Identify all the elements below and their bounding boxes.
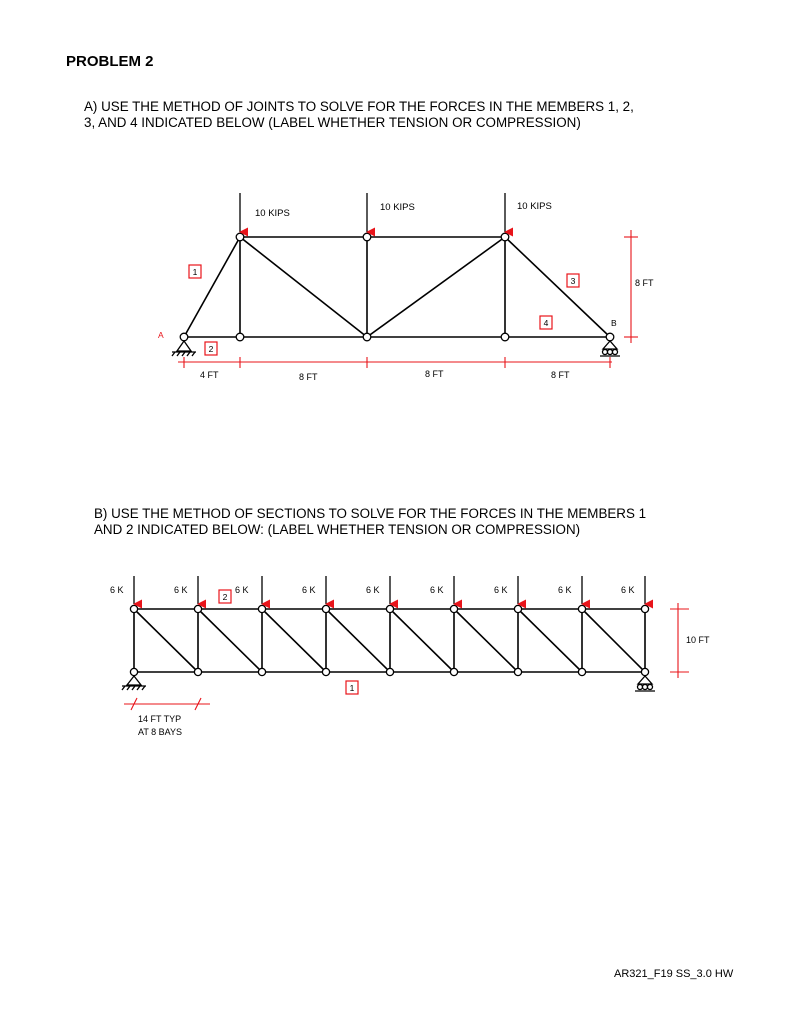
truss-b	[134, 609, 645, 672]
truss-b-diagonal	[582, 609, 645, 672]
pin-support-a	[172, 341, 196, 356]
truss-b-diagonal	[262, 609, 326, 672]
truss-b-diagonal	[518, 609, 582, 672]
span-label: 4 FT	[200, 370, 219, 380]
roller-support-b	[600, 341, 620, 356]
height-label: 10 FT	[686, 635, 710, 645]
member-tag-2: 2	[208, 344, 214, 354]
truss-a-member-1	[184, 237, 240, 337]
support-label-a: A	[158, 330, 164, 340]
footer-code: AR321_F19 SS_3.0 HW	[614, 968, 734, 980]
joint	[363, 233, 371, 241]
load-label: 10 KIPS	[517, 201, 552, 212]
joint	[236, 233, 244, 241]
span-label: 8 FT	[299, 372, 318, 382]
truss-b-diagonal	[134, 609, 198, 672]
member-tag-3: 3	[570, 276, 576, 286]
load-label: 6 K	[302, 585, 316, 595]
member-tag-1: 1	[192, 267, 198, 277]
joint	[606, 333, 614, 341]
truss-a-span-dimension	[178, 357, 612, 368]
joint	[363, 333, 371, 341]
load-label: 6 K	[621, 585, 635, 595]
load-label: 6 K	[430, 585, 444, 595]
truss-a-diagonal	[367, 237, 505, 337]
truss-a-diagonal	[240, 237, 367, 337]
joint	[180, 333, 188, 341]
truss-b-diagonal	[454, 609, 518, 672]
load-label: 6 K	[110, 585, 124, 595]
span-label: 8 FT	[551, 370, 570, 380]
part-a-prompt: A) USE THE METHOD OF JOINTS TO SOLVE FOR THE FORCES IN THE MEMBERS 1, 2, 3, AND 4 INDICATED BELOW (LABEL WHETHER TENSION OR COMPRESSION)	[84, 99, 634, 130]
truss-b-member-tags	[219, 590, 358, 694]
bay-note-line-1: 14 FT TYP	[138, 714, 182, 724]
load-label: 10 KIPS	[255, 208, 290, 219]
joint	[501, 233, 509, 241]
load-label: 10 KIPS	[380, 202, 415, 213]
member-tag-1: 1	[349, 683, 355, 693]
joint	[236, 333, 244, 341]
load-label: 6 K	[494, 585, 508, 595]
truss-a-member-3	[505, 237, 610, 337]
joint	[501, 333, 509, 341]
member-tag-2: 2	[222, 592, 228, 602]
member-tag-4: 4	[543, 318, 549, 328]
bay-note-line-2: AT 8 BAYS	[138, 727, 183, 737]
pin-support-left	[122, 676, 146, 690]
load-label: 6 K	[174, 585, 188, 595]
load-label: 6 K	[558, 585, 572, 595]
height-label: 8 FT	[635, 278, 654, 288]
truss-b-diagonal	[390, 609, 454, 672]
span-label: 8 FT	[425, 369, 444, 379]
truss-b-diagonal	[326, 609, 390, 672]
problem-title: PROBLEM 2	[66, 53, 154, 70]
load-label: 6 K	[235, 585, 249, 595]
truss-b-diagonal	[198, 609, 262, 672]
support-label-b: B	[611, 318, 617, 328]
load-label: 6 K	[366, 585, 380, 595]
truss-b-bay-dimension	[124, 698, 210, 710]
truss-a-member-tags	[189, 265, 579, 355]
part-b-prompt: B) USE THE METHOD OF SECTIONS TO SOLVE FOR THE FORCES IN THE MEMBERS 1 AND 2 INDICATED BELOW: (LABEL WHETHER TENSION OR COMPRESSION)	[94, 506, 647, 537]
roller-support-right	[635, 676, 655, 691]
